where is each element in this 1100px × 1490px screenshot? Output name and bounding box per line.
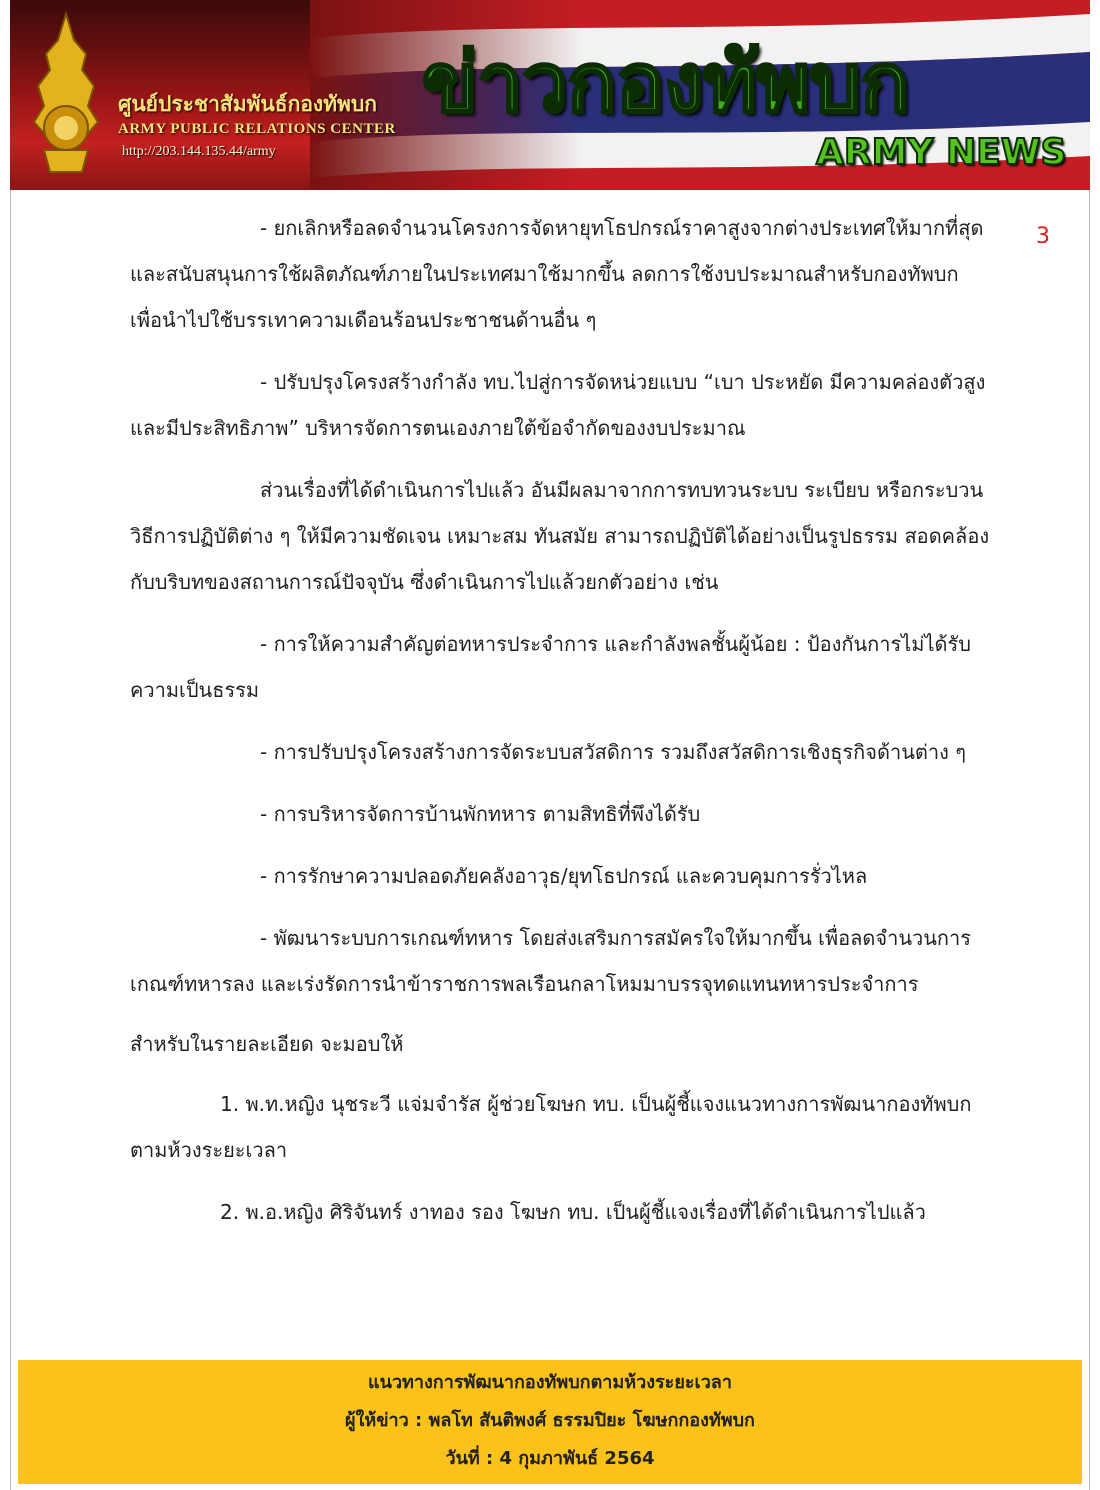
paragraph-line: - การบริหารจัดการบ้านพักทหาร ตามสิทธิที่พึงได้รับ (260, 802, 701, 826)
footer-topic: แนวทางการพัฒนากองทัพบกตามห้วงระยะเวลา (368, 1372, 732, 1393)
paragraph (130, 359, 1010, 451)
center-name-english: ARMY PUBLIC RELATIONS CENTER (118, 121, 396, 137)
paragraph-line: - การให้ความสำคัญต่อทหารประจำการ และกำลังพลชั้นผู้น้อย : ป้องกันการไม่ได้รับ (260, 632, 971, 656)
paragraph-line: - ปรับปรุงโครงสร้างกำลัง ทบ.ไปสู่การจัดหน่วยแบบ “เบา ประหยัด มีความคล่องตัวสูง (260, 370, 986, 394)
paragraph-line: วิธีการปฏิบัติต่าง ๆ ให้มีความชัดเจน เหมาะสม ทันสมัย สามารถปฏิบัติได้อย่างเป็นรูปธรรม สอดคล้อง (130, 524, 990, 548)
paragraph-line: เกณฑ์ทหารลง และเร่งรัดการนำข้าราชการพลเรือนกลาโหมมาบรรจุทดแทนทหารประจำการ (130, 972, 919, 996)
paragraph-line: ความเป็นธรรม (130, 678, 260, 702)
paragraph-line: - การปรับปรุงโครงสร้างการจัดระบบสวัสดิการ รวมถึงสวัสดิการเชิงธุรกิจด้านต่าง ๆ (260, 740, 966, 764)
numbered-item (130, 1189, 1010, 1235)
paragraph-line: เพื่อนำไปใช้บรรเทาความเดือนร้อนประชาชนด้านอื่น ๆ (130, 308, 597, 332)
paragraph-line: สำหรับในรายละเอียด จะมอบให้ (130, 1032, 404, 1056)
paragraph-line: ตามห้วงระยะเวลา (130, 1138, 288, 1162)
paragraph (130, 621, 1010, 713)
detail-intro (130, 1021, 1010, 1067)
paragraph (130, 915, 1010, 1007)
center-url[interactable]: http://203.144.135.44/army (122, 144, 276, 159)
document-body (130, 205, 1010, 1235)
paragraph (130, 729, 1010, 775)
army-emblem-icon (24, 10, 108, 180)
paragraph (130, 205, 1010, 343)
paragraph-line: - ยกเลิกหรือลดจำนวนโครงการจัดหายุทโธปกรณ์ราคาสูงจากต่างประเทศให้มากที่สุด (260, 216, 984, 240)
paragraph-line: - พัฒนาระบบการเกณฑ์ทหาร โดยส่งเสริมการสมัครใจให้มากขึ้น เพื่อลดจำนวนการ (260, 926, 972, 950)
paragraph-line: ส่วนเรื่องที่ได้ดำเนินการไปแล้ว อันมีผลมาจากการทบทวนระบบ ระเบียบ หรือกระบวน (260, 478, 984, 502)
footer-date: วันที่ : 4 กุมภาพันธ์ 2564 (445, 1448, 655, 1469)
paragraph-line: - การรักษาความปลอดภัยคลังอาวุธ/ยุทโธปกรณ์ และควบคุมการรั่วไหล (260, 864, 868, 888)
paragraph (130, 791, 1010, 837)
footer-box (18, 1360, 1082, 1484)
paragraph-line: และสนับสนุนการใช้ผลิตภัณฑ์ภายในประเทศมาใช้มากขึ้น ลดการใช้งบประมาณสำหรับกองทัพบก (130, 262, 959, 286)
numbered-item (130, 1081, 1010, 1173)
paragraph-line: 1. พ.ท.หญิง นุชระวี แจ่มจำรัส ผู้ช่วยโฆษก ทบ. เป็นผู้ชี้แจงแนวทางการพัฒนากองทัพบก (220, 1092, 972, 1116)
footer-reporter: ผู้ให้ข่าว : พลโท สันติพงศ์ ธรรมปิยะ โฆษกกองทัพบก (345, 1410, 755, 1431)
banner-title-english: ARMY NEWS (816, 132, 1067, 173)
paragraph (130, 853, 1010, 899)
paragraph-line: และมีประสิทธิภาพ” บริหารจัดการตนเองภายใต้ข้อจำกัดของงบประมาณ (130, 416, 746, 440)
paragraph (130, 467, 1010, 605)
paragraph-line: 2. พ.อ.หญิง ศิริจันทร์ งาทอง รอง โฆษก ทบ. เป็นผู้ชี้แจงเรื่องที่ได้ดำเนินการไปแล้ว (220, 1200, 926, 1224)
center-name-thai: ศูนย์ประชาสัมพันธ์กองทัพบก (118, 92, 377, 116)
banner-title-thai: ข่าวกองทัพบก (422, 36, 909, 131)
page-number: 3 (1036, 224, 1050, 249)
paragraph-line: กับบริบทของสถานการณ์ปัจจุบัน ซึ่งดำเนินการไปแล้วยกตัวอย่าง เช่น (130, 570, 719, 594)
header-banner (10, 0, 1090, 190)
